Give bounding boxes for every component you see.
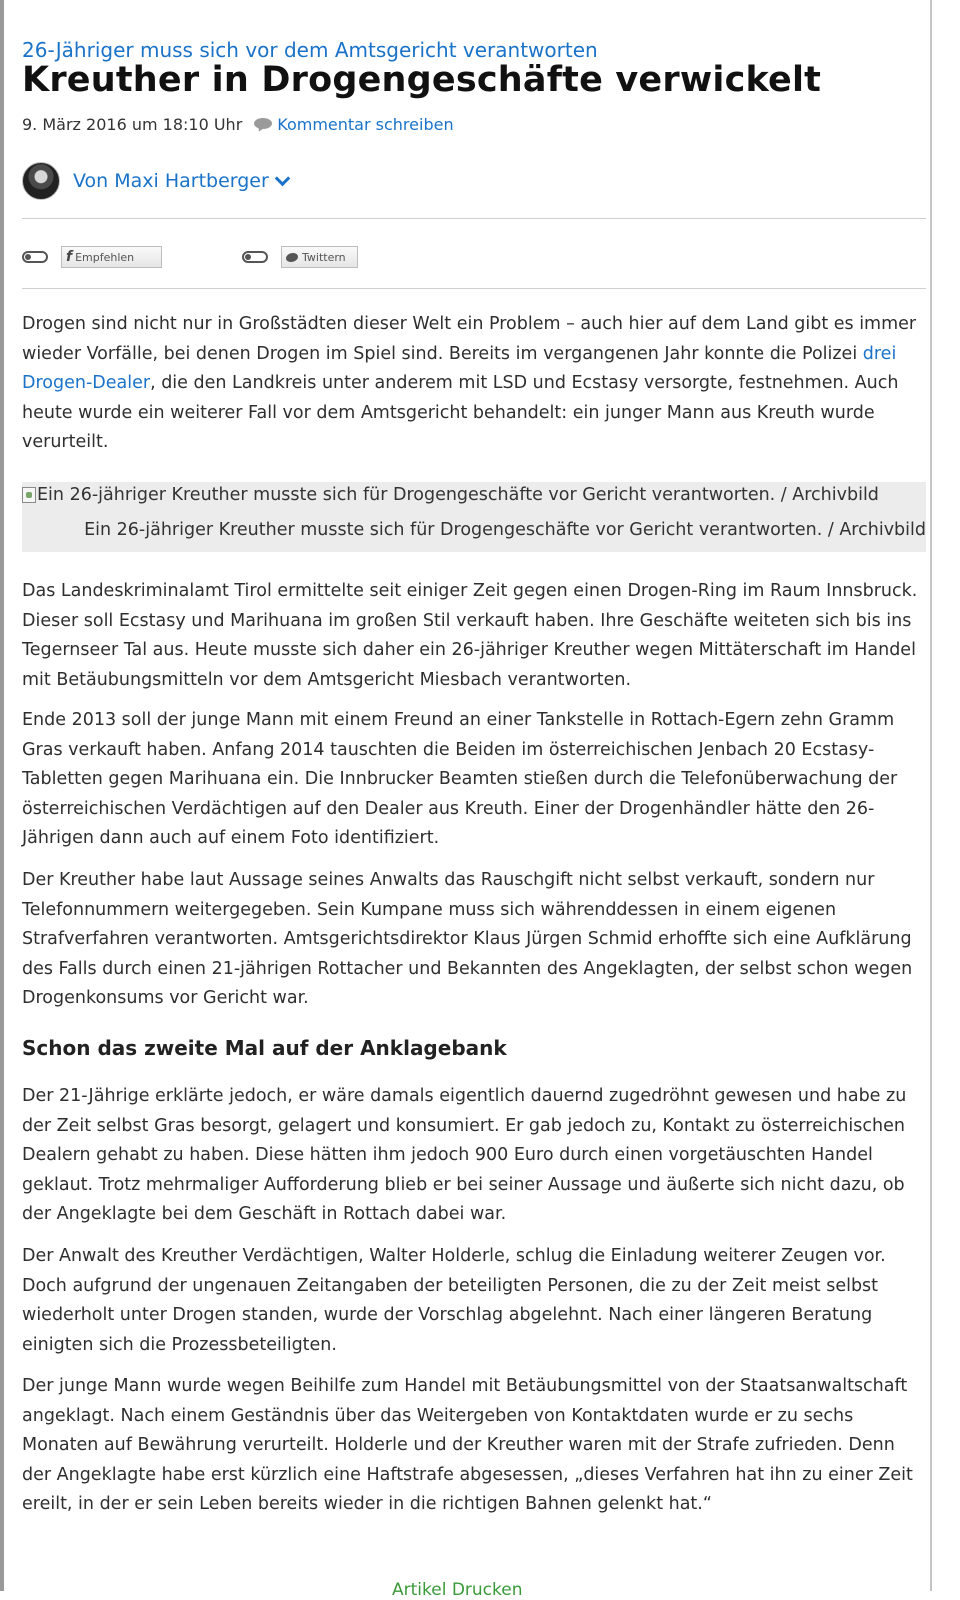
article-headline: Kreuther in Drogengeschäfte verwickelt <box>22 60 822 100</box>
divider <box>22 218 926 219</box>
intro-text: Drogen sind nicht nur in Großstädten dieser Welt ein Problem – auch hier auf dem Land gibt es immer wieder Vorfälle, bei denen Drogen im Spiel sind. Bereits im vergangenen Jahr konnte die Polizei <box>22 314 917 364</box>
article-paragraph: Der Anwalt des Kreuther Verdächtigen, Walter Holderle, schlug die Einladung weiterer Zeugen vor. Doch aufgrund der ungenauen Zeitangaben der beteiligten Personen, die zu der Zeit meist selbst wiederholt unter Drogen standen, wurde der Vorschlag abgelehnt. Nach einer längeren Beratung einigten sich die Prozessbeteiligten. <box>22 1246 886 1355</box>
drogen-dealer-link[interactable]: drei Drogen-Dealer <box>22 343 897 393</box>
article-intro <box>22 310 926 458</box>
article-paragraph: Das Landeskriminalamt Tirol ermittelte seit einiger Zeit gegen einen Drogen-Ring im Raum Innsbruck. Dieser soll Ecstasy und Marihuana im großen Stil verkauft haben. Ihre Geschäfte weiteten sich bis ins Tegernseer Tal aus. Heute musste sich daher ein 26-jähriger Kreuther wegen Mittäterschaft im Handel mit Betäubungsmitteln vor dem Amtsgericht Miesbach verantworten. <box>22 581 918 690</box>
image-alt-text <box>22 485 879 505</box>
article-image <box>22 482 926 552</box>
divider <box>22 288 926 289</box>
scrollbar-track[interactable] <box>930 0 932 1591</box>
article-kicker: 26-Jähriger muss sich vor dem Amtsgericht verantworten <box>22 38 598 62</box>
twitter-privacy-toggle[interactable] <box>242 251 268 263</box>
social-share-bar <box>22 246 926 274</box>
article-paragraph: Der junge Mann wurde wegen Beihilfe zum Handel mit Betäubungsmittel von der Staatsanwaltschaft angeklagt. Nach einem Geständnis über das Weitergeben von Kontaktdaten wurde er zu sechs Monaten auf Bewährung verurteilt. Holderle und der Kreuther waren mit der Strafe zufrieden. Denn der Angeklagte habe erst kürzlich eine Haftstrafe abgesessen, „dieses Verfahren hat ihn zu einer Zeit ereilt, in der er sein Leben bereits wieder in die richtigen Bahnen gelenkt hat.“ <box>22 1376 913 1514</box>
chevron-down-icon[interactable] <box>275 170 291 186</box>
twitter-bird-icon <box>286 253 298 262</box>
author-name[interactable]: Von Maxi Hartberger <box>73 170 269 192</box>
twitter-share-button[interactable] <box>281 246 358 268</box>
article-paragraph: Ende 2013 soll der junge Mann mit einem Freund an einer Tankstelle in Rottach-Egern zehn Gramm Gras verkauft haben. Anfang 2014 tauschten die Beiden im österreichischen Jenbach 20 Ecstasy-Tabletten gegen Marihuana ein. Die Innbrucker Beamten stießen durch die Telefonüberwachung der österreichischen Verdächtigen auf den Dealer aus Kreuth. Einer der Drogenhändler hätte den 26-Jährigen dann auch auf einem Foto identifiziert. <box>22 710 898 848</box>
intro-text-continued: , die den Landkreis unter anderem mit LSD und Ecstasy versorgte, festnehmen. Auch heute wurde ein weiterer Fall vor dem Amtsgericht behandelt: ein junger Mann aus Kreuth wurde verurteilt. <box>22 373 899 452</box>
facebook-share-button[interactable] <box>61 246 162 268</box>
author-avatar[interactable] <box>22 162 60 200</box>
article-paragraph: Der 21-Jährige erklärte jedoch, er wäre damals eigentlich dauernd zugedröhnt gewesen und habe zu der Zeit selbst Gras besorgt, gelagert und konsumiert. Er gab jedoch zu, Kontakt zu österreichischen Dealern gehabt zu haben. Diese hätten ihm jedoch 900 Euro durch einen vorgetäuschten Handel geklaut. Trotz mehrmaliger Aufforderung blieb er bei seiner Aussage und äußerte sich nicht dazu, ob der Angeklagte bei dem Geschäft in Rottach dabei war. <box>22 1086 907 1224</box>
comment-link[interactable]: Kommentar schreiben <box>277 115 454 134</box>
article-meta <box>22 115 454 134</box>
article-date: 9. März 2016 um 18:10 Uhr <box>22 115 243 134</box>
article-paragraph: Der Kreuther habe laut Aussage seines Anwalts das Rauschgift nicht selbst verkauft, sondern nur Telefonnummern weitergegeben. Sein Kumpane muss sich währenddessen in einem eigenen Strafverfahren verantworten. Amtsgerichtsdirektor Klaus Jürgen Schmid erhoffte sich eine Aufklärung des Falls durch einen 21-jährigen Rottacher und Bekannten des Angeklagten, der selbst schon wegen Drogenkonsums vor Gericht war. <box>22 870 913 1008</box>
print-article-link[interactable]: Artikel Drucken <box>392 1580 523 1600</box>
comment-icon[interactable] <box>254 118 272 131</box>
image-alt: Ein 26-jähriger Kreuther musste sich für Drogengeschäfte vor Gericht verantworten. / Archivbild <box>37 485 879 505</box>
twitter-share-label: Twittern <box>302 250 346 264</box>
broken-image-icon <box>22 487 36 503</box>
facebook-privacy-toggle[interactable] <box>22 251 48 263</box>
facebook-share-label: Empfehlen <box>75 250 135 264</box>
section-subheading: Schon das zweite Mal auf der Anklagebank <box>22 1036 507 1060</box>
window-left-edge <box>0 0 4 1591</box>
image-caption: Ein 26-jähriger Kreuther musste sich für Drogengeschäfte vor Gericht verantworten. / Archivbild <box>84 520 926 540</box>
facebook-icon: f <box>66 249 73 265</box>
author-byline[interactable] <box>22 162 288 200</box>
